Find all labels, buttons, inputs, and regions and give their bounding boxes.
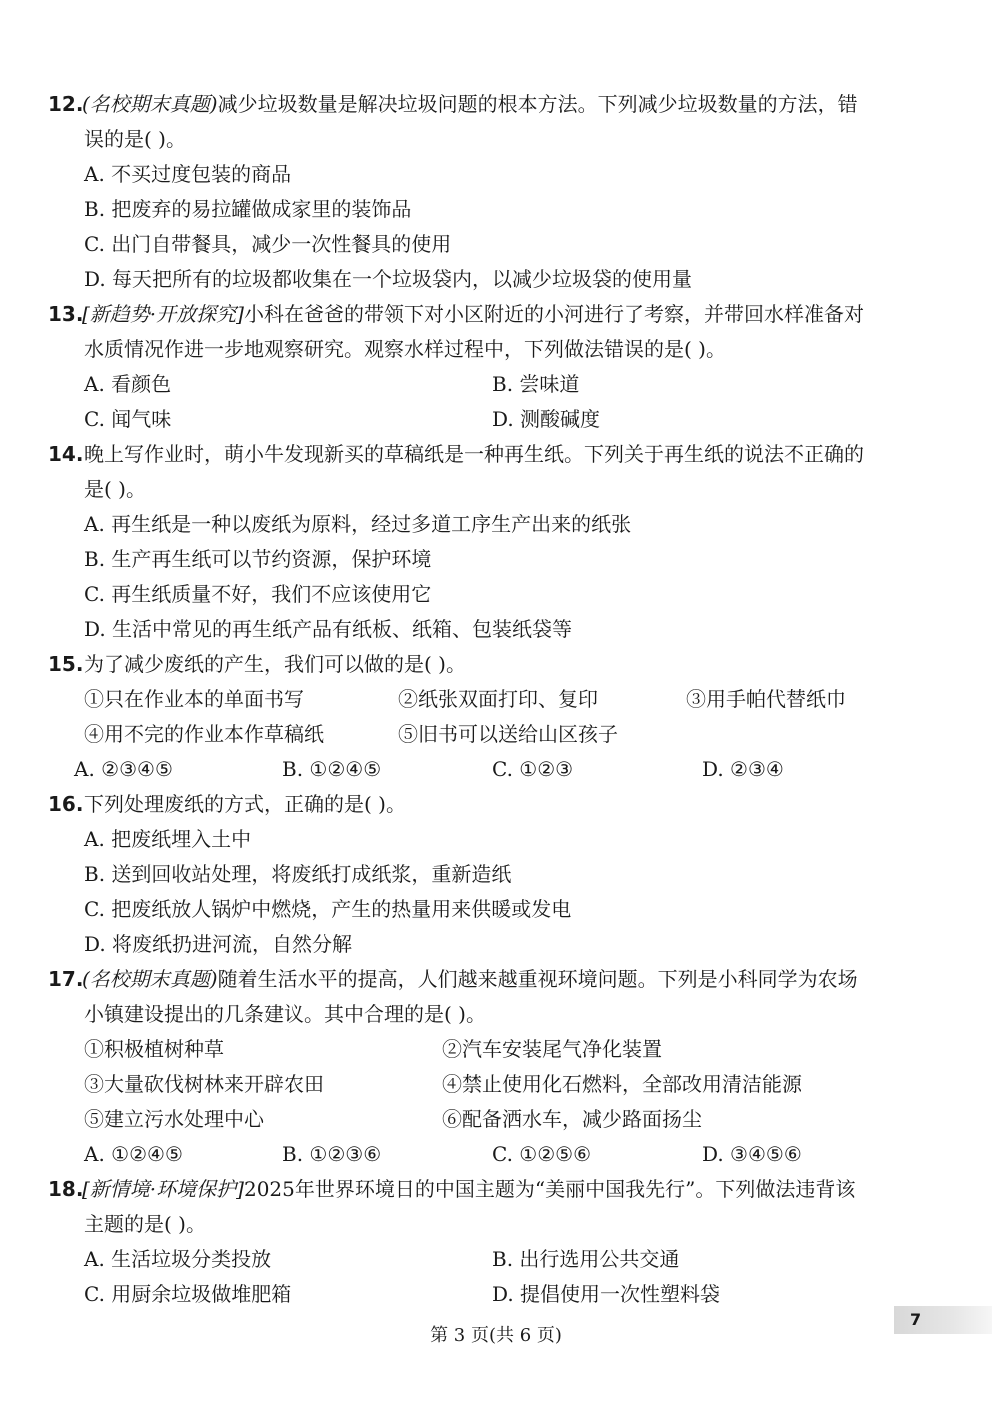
q17-option-b: B. ①②③⑥ [282,1142,382,1166]
q13-number: 13. [48,302,84,326]
q14-option-d: D. 生活中常见的再生纸产品有纸板、纸箱、包装纸袋等 [84,617,573,641]
q15-stem: 为了减少废纸的产生，我们可以做的是( )。 [84,652,466,676]
q17-stem-2: 小镇建设提出的几条建议。其中合理的是( )。 [84,1002,486,1026]
q17-number: 17. [48,967,84,991]
q16-line-1 [0,787,992,822]
q14-number: 14. [48,442,84,466]
q12-option-a: A. 不买过度包装的商品 [84,162,292,186]
q17-options-row [0,1137,992,1172]
q15-statement-3: ③用手帕代替纸巾 [686,687,846,711]
q13-option-a: A. 看颜色 [84,372,172,396]
q17-statements-row-3 [0,1102,992,1137]
q18-stem-1: 2025年世界环境日的中国主题为“美丽中国我先行”。下列做法违背该 [243,1177,856,1201]
q17-option-d: D. ③④⑤⑥ [702,1142,802,1166]
q17-line-2 [0,997,992,1032]
q17-statement-5: ⑤建立污水处理中心 [84,1107,264,1131]
q17-line-1 [0,962,992,997]
q18-line-1 [0,1172,992,1207]
q18-option-a: A. 生活垃圾分类投放 [84,1247,272,1271]
q17-stem-1: 随着生活水平的提高，人们越来越重视环境问题。下列是小科同学为农场 [217,967,858,991]
q16-option-a: A. 把废纸埋入土中 [84,827,252,851]
q13-options-row-1 [0,367,992,402]
q18-line-2 [0,1207,992,1242]
q15-option-d: D. ②③④ [702,757,784,781]
q15-option-a: A. ②③④⑤ [74,757,173,781]
q13-stem-1: 小科在爸爸的带领下对小区附近的小河进行了考察，并带回水样准备对 [243,302,864,326]
q16-option-c: C. 把废纸放人锅炉中燃烧，产生的热量用来供暖或发电 [84,897,572,921]
q14-stem-1: 晚上写作业时，萌小牛发现新买的草稿纸是一种再生纸。下列关于再生纸的说法不正确的 [84,442,864,466]
q17-statements-row-2 [0,1067,992,1102]
q18-stem-2: 主题的是( )。 [84,1212,206,1236]
q17-statement-3: ③大量砍伐树林来开辟农田 [84,1072,324,1096]
q15-statement-5: ⑤旧书可以送给山区孩子 [398,722,618,746]
q14-option-b: B. 生产再生纸可以节约资源，保护环境 [84,547,432,571]
q15-option-b: B. ①②④⑤ [282,757,382,781]
q18-number: 18. [48,1177,84,1201]
q12-stem-2: 误的是( )。 [84,127,186,151]
q15-option-c: C. ①②③ [492,757,574,781]
q12-number: 12. [48,92,84,116]
q17-statements-row-1 [0,1032,992,1067]
q12-tag: (名校期末真题) [82,92,218,116]
q15-statements-row-2 [0,717,992,752]
q17-statement-1: ①积极植树种草 [84,1037,224,1061]
q14-stem-2: 是( )。 [84,477,146,501]
q12-stem-1: 减少垃圾数量是解决垃圾问题的根本方法。下列减少垃圾数量的方法，错 [217,92,858,116]
q13-stem-2: 水质情况作进一步地观察研究。观察水样过程中，下列做法错误的是( )。 [84,337,726,361]
q15-options-row [0,752,992,787]
q13-options-row-2 [0,402,992,437]
q17-statement-6: ⑥配备洒水车，减少路面扬尘 [442,1107,702,1131]
q17-statement-2: ②汽车安装尾气净化装置 [442,1037,662,1061]
q13-line-1 [0,297,992,332]
q14-line-2 [0,472,992,507]
q15-statement-4: ④用不完的作业本作草稿纸 [84,722,324,746]
q15-number: 15. [48,652,84,676]
page-number-badge: 7 [894,1306,992,1334]
q14-option-c: C. 再生纸质量不好，我们不应该使用它 [84,582,432,606]
q16-option-b: B. 送到回收站处理，将废纸打成纸浆，重新造纸 [84,862,512,886]
q16-option-d: D. 将废纸扔进河流，自然分解 [84,932,353,956]
q14-option-a: A. 再生纸是一种以废纸为原料，经过多道工序生产出来的纸张 [84,512,632,536]
q18-options-row-1 [0,1242,992,1277]
q13-tag: [新趋势·开放探究] [82,302,244,326]
q17-statement-4: ④禁止使用化石燃料，全部改用清洁能源 [442,1072,802,1096]
q15-statements-row-1 [0,682,992,717]
q13-option-c: C. 闻气味 [84,407,172,431]
q15-statement-2: ②纸张双面打印、复印 [398,687,598,711]
q18-option-d: D. 提倡使用一次性塑料袋 [492,1282,721,1306]
q13-line-2 [0,332,992,367]
q14-line-1 [0,437,992,472]
q12-line-2 [0,122,992,157]
q15-line-1 [0,647,992,682]
q17-option-c: C. ①②⑤⑥ [492,1142,592,1166]
q12-line-1 [0,87,992,122]
q18-option-c: C. 用厨余垃圾做堆肥箱 [84,1282,292,1306]
q16-stem: 下列处理废纸的方式，正确的是( )。 [84,792,406,816]
page-footer-label: 第 3 页(共 6 页) [430,1325,562,1346]
q18-option-b: B. 出行选用公共交通 [492,1247,680,1271]
q13-option-b: B. 尝味道 [492,372,580,396]
q18-options-row-2 [0,1277,992,1312]
q12-option-d: D. 每天把所有的垃圾都收集在一个垃圾袋内，以减少垃圾袋的使用量 [84,267,693,291]
q16-number: 16. [48,792,84,816]
q15-statement-1: ①只在作业本的单面书写 [84,687,304,711]
q17-tag: (名校期末真题) [82,967,218,991]
q13-option-d: D. 测酸碱度 [492,407,601,431]
q17-option-a: A. ①②④⑤ [84,1142,183,1166]
q12-option-c: C. 出门自带餐具，减少一次性餐具的使用 [84,232,452,256]
q12-option-b: B. 把废弃的易拉罐做成家里的装饰品 [84,197,412,221]
q18-tag: [新情境·环境保护] [82,1177,244,1201]
